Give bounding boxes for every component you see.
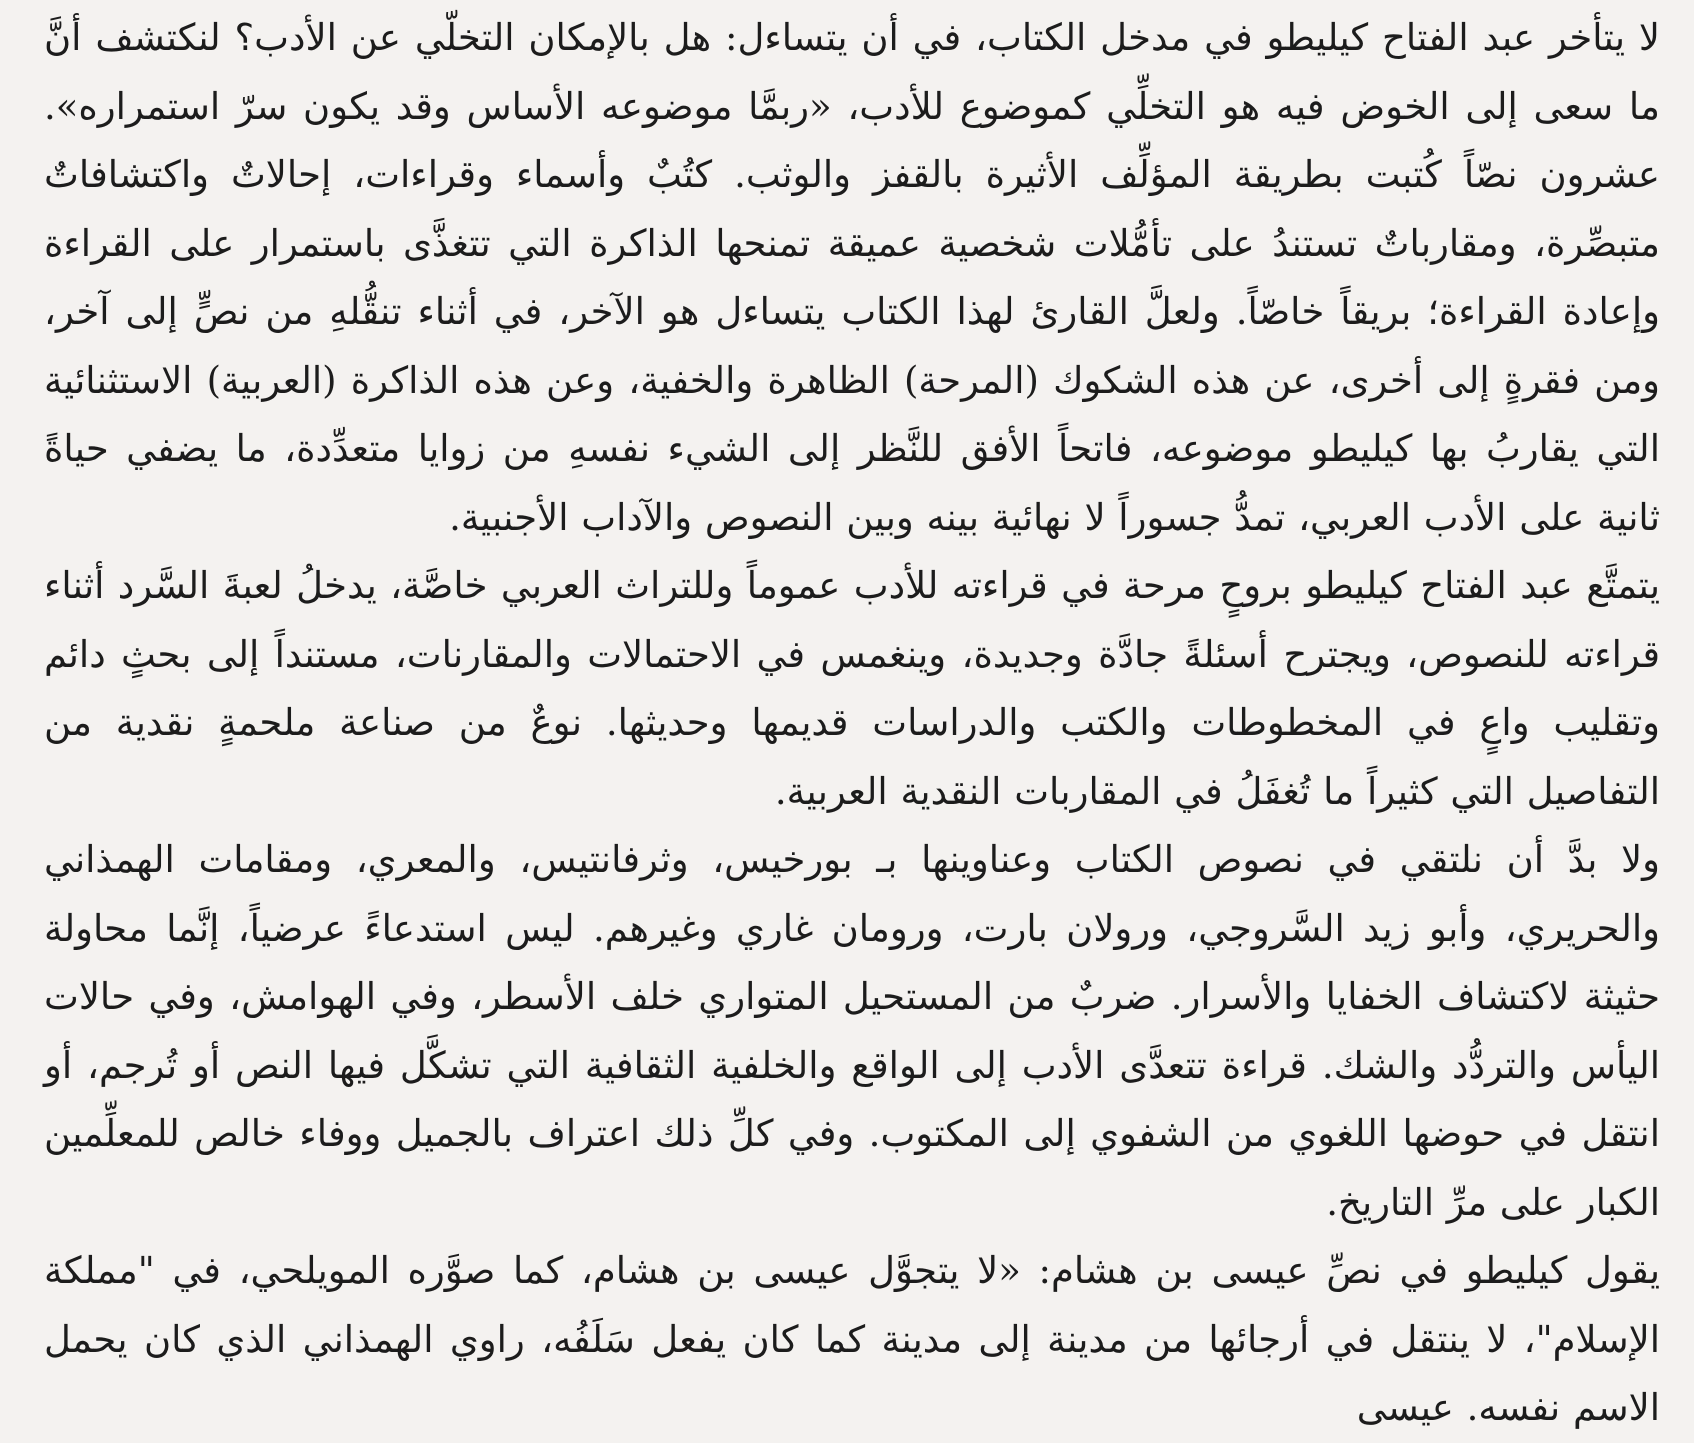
document-page [0,4,1694,1429]
paragraph: ولا بدَّ أن نلتقي في نصوص الكتاب وعناوينها بـ بورخيس، وثرفانتيس، والمعري، ومقامات الهمذاني والحريري، وأبو زيد السَّروجي، ورولان بارت، ورومان غاري وغيرهم. ليس استدعاءً عرضياً، إنَّما محاولة حثيثة لاكتشاف الخفايا والأسرار. ضربٌ من المستحيل المتواري خلف الأسطر، وفي الهوامش، وفي حالات اليأس والتردُّد والشك. قراءة تتعدَّى الأدب إلى الواقع والخلفية الثقافية التي تشكَّل فيها النص أو تُرجم، أو انتقل في حوضها اللغوي من الشفوي إلى المكتوب. وفي كلِّ ذلك اعتراف بالجميل ووفاء خالص للمعلِّمين الكبار على مرِّ التاريخ. [44,838,1660,1224]
paragraph: لا يتأخر عبد الفتاح كيليطو في مدخل الكتاب، في أن يتساءل: هل بالإمكان التخلّي عن الأدب؟ لنكتشف أنَّ ما سعى إلى الخوض فيه هو التخلِّي كموضوع للأدب، «ربمَّا موضوعه الأساس وقد يكون سرّ استمراره». عشرون نصّاً كُتبت بطريقة المؤلِّف الأثيرة بالقفز والوثب. كتُبٌ وأسماء وقراءات، إحالاتٌ واكتشافاتٌ متبصِّرة، ومقارباتٌ تستندُ على تأمُّلات شخصية عميقة تمنحها الذاكرة التي تتغذَّى باستمرار على القراءة وإعادة القراءة؛ بريقاً خاصّاً. ولعلَّ القارئ لهذا الكتاب يتساءل هو الآخر، في أثناء تنقُّلهِ من نصٍّ إلى آخر، ومن فقرةٍ إلى أخرى، عن هذه الشكوك (المرحة) الظاهرة والخفية، وعن هذه الذاكرة (العربية) الاستثنائية التي يقاربُ بها كيليطو موضوعه، فاتحاً الأفق للنَّظر إلى الشيء نفسهِ من زوايا متعدِّدة، ما يضفي حياةً ثانية على الأدب العربي، تمدُّ جسوراً لا نهائية بينه وبين النصوص والآداب الأجنبية. [44,16,1660,539]
paragraph: يقول كيليطو في نصِّ عيسى بن هشام: «لا يتجوَّل عيسى بن هشام، كما صوَّره المويلحي، في "مملكة الإسلام"، لا ينتقل في أرجائها من مدينة إلى مدينة كما كان يفعل سَلَفُه، راوي الهمذاني الذي كان يحمل الاسم نفسه. عيسى [44,1249,1660,1429]
paragraph: يتمتَّع عبد الفتاح كيليطو بروحٍ مرحة في قراءته للأدب عموماً وللتراث العربي خاصَّة، يدخلُ لعبةَ السَّرد أثناء قراءته للنصوص، ويجترح أسئلةً جادَّة وجديدة، وينغمس في الاحتمالات والمقارنات، مستنداً إلى بحثٍ دائم وتقليب واعٍ في المخطوطات والكتب والدراسات قديمها وحديثها. نوعٌ من صناعة ملحمةٍ نقدية من التفاصيل التي كثيراً ما تُغفَلُ في المقاربات النقدية العربية. [44,564,1660,813]
article-body [44,4,1660,1443]
